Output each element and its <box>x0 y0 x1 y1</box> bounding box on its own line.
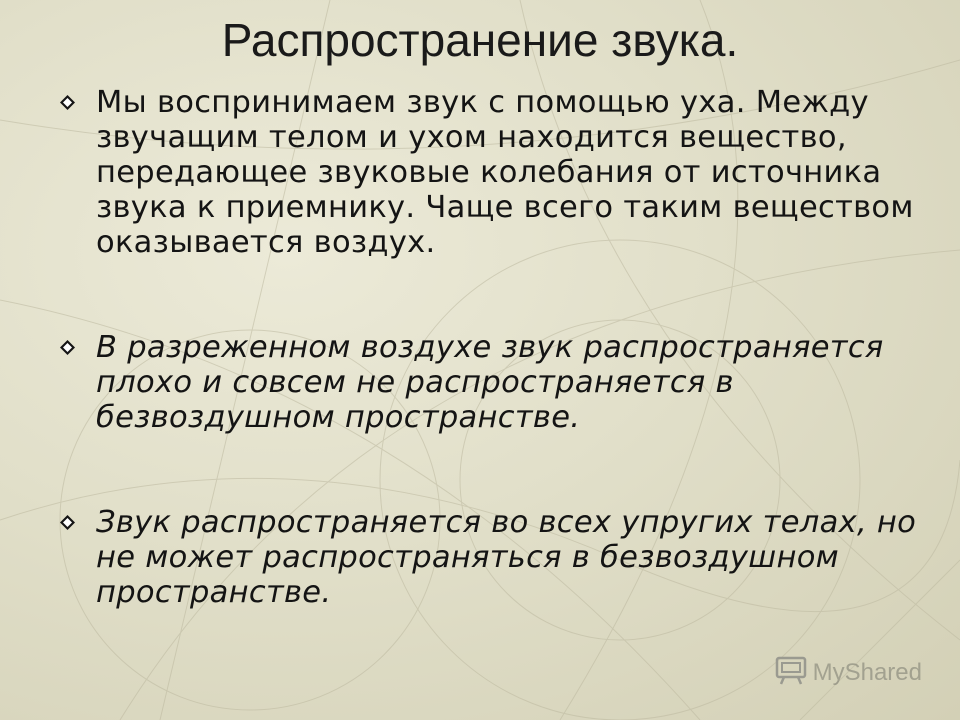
bullet-list <box>60 85 920 610</box>
diamond-bullet-icon <box>60 95 75 110</box>
watermark <box>775 656 922 690</box>
bullet-text: В разреженном воздухе звук распространяется плохо и совсем не распространяется в безвоздушном пространстве. <box>96 330 884 435</box>
diamond-bullet-icon <box>60 515 75 530</box>
bullet-text: Мы воспринимаем звук с помощью уха. Между звучащим телом и ухом находится вещество, передающее звуковые колебания от источника звука к приемнику. Чаще всего таким веществом оказывается воздух. <box>96 85 914 260</box>
diamond-bullet-icon <box>60 340 75 355</box>
bullet-item <box>60 330 920 435</box>
chalkboard-icon <box>775 655 807 692</box>
bullet-item <box>60 85 920 260</box>
bullet-text: Звук распространяется во всех упругих телах, но не может распространяться в безвоздушном пространстве. <box>96 505 917 610</box>
watermark-text: MyShared <box>812 659 922 686</box>
bullet-item <box>60 505 920 610</box>
slide-title: Распространение звука. <box>221 14 739 66</box>
